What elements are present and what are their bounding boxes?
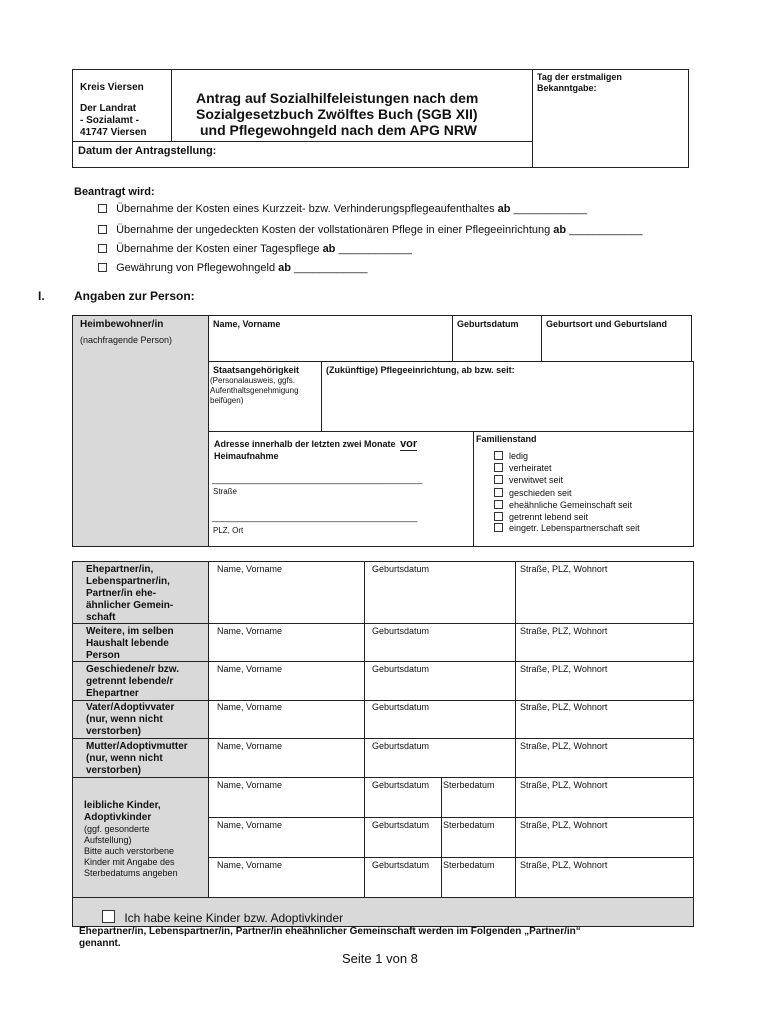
partner-name-field[interactable]: Name, Vorname [217, 564, 283, 574]
relative-label-household [86, 626, 174, 662]
requested-label: Beantragt wird: [74, 186, 155, 198]
row-line [208, 817, 694, 818]
child-1-name-field[interactable]: Name, Vorname [217, 780, 283, 790]
nationality-note-1: (Personalausweis, ggfs. [210, 376, 295, 385]
department-line-1: Der Landrat [80, 103, 137, 114]
request-option-4[interactable] [98, 262, 367, 274]
first-notice-label-2: Bekanntgabe: [537, 83, 597, 93]
section-title: Angaben zur Person: [74, 289, 195, 303]
household-address-field[interactable]: Straße, PLZ, Wohnort [520, 626, 608, 636]
partner-birthdate-field[interactable]: Geburtsdatum [372, 564, 430, 574]
label-line: Weitere, im selben [86, 626, 174, 637]
marital-option-label: verwitwet seit [509, 475, 564, 485]
label-line: ähnlicher Gemein- [86, 600, 174, 611]
label-line: Lebenspartner/in, [86, 576, 170, 587]
ex-partner-name-field[interactable]: Name, Vorname [217, 664, 283, 674]
nationality-note-3: beifügen) [210, 396, 244, 405]
children-note-line: Bitte auch verstorbene [84, 846, 175, 856]
label-line: Person [86, 650, 120, 661]
household-birthdate-field[interactable]: Geburtsdatum [372, 626, 430, 636]
request-option-ab: ab [322, 243, 336, 255]
previous-address-label-1 [214, 438, 417, 451]
label-line: verstorben) [86, 765, 142, 776]
label-line: (nur, wenn nicht [86, 753, 163, 764]
marital-option-1[interactable] [494, 451, 528, 461]
children-note-line: Aufstellung) [84, 835, 132, 845]
checkbox[interactable] [98, 244, 107, 253]
marital-option-6[interactable] [494, 512, 588, 522]
mother-address-field[interactable]: Straße, PLZ, Wohnort [520, 741, 608, 751]
partner-note-line-1: Ehepartner/in, Lebenspartner/in, Partner/in eheähnlicher Gemeinschaft werden im Folgenden „Partner/in“ [79, 926, 581, 937]
label-line: Geschiedene/r bzw. [86, 664, 179, 675]
checkbox[interactable] [98, 204, 107, 213]
checkbox[interactable] [494, 523, 503, 532]
children-note-line: (ggf. gesonderte [84, 824, 150, 834]
request-option-ab: ab [553, 224, 567, 236]
department-line-3: 41747 Viersen [80, 127, 147, 138]
checkbox[interactable] [494, 500, 503, 509]
form-title-line-2: Sozialgesetzbuch Zwölftes Buch (SGB XII) [196, 106, 478, 122]
section-number: I. [38, 289, 45, 303]
relative-label-ex-partner [86, 664, 179, 700]
marital-status-label: Familienstand [476, 434, 537, 444]
request-option-blank: ____________ [513, 203, 587, 215]
marital-option-2[interactable] [494, 463, 552, 473]
resident-name-label: Name, Vorname [213, 319, 281, 329]
marital-option-label: verheiratet [509, 463, 552, 473]
label-line: Haushalt lebende [86, 638, 169, 649]
children-note-line: Kinder mit Angabe des [84, 857, 175, 867]
no-children-label: Ich habe keine Kinder bzw. Adoptivkinder [124, 911, 344, 925]
resident-birthdate-label: Geburtsdatum [457, 319, 519, 329]
request-option-3[interactable] [98, 243, 412, 255]
label-line: Adoptivkinder [84, 812, 152, 823]
child-2-birthdate-field[interactable]: Geburtsdatum [372, 820, 430, 830]
relatives-table [208, 561, 694, 898]
request-option-text: Übernahme der Kosten einer Tagespflege [116, 243, 320, 255]
first-notice-label-1: Tag der erstmaligen [537, 72, 622, 82]
partner-note-line-2: genannt. [79, 938, 121, 949]
child-1-birthdate-field[interactable]: Geburtsdatum [372, 780, 430, 790]
checkbox[interactable] [494, 488, 503, 497]
row-line [208, 857, 694, 858]
household-name-field[interactable]: Name, Vorname [217, 626, 283, 636]
request-option-ab: ab [278, 262, 291, 274]
header-divider-right [532, 69, 533, 168]
relative-label-father [86, 702, 174, 738]
child-3-birthdate-field[interactable]: Geburtsdatum [372, 860, 430, 870]
relative-label-mother [86, 741, 188, 777]
ex-partner-address-field[interactable]: Straße, PLZ, Wohnort [520, 664, 608, 674]
row-line [72, 777, 694, 778]
marital-option-label: getrennt lebend seit [509, 512, 589, 522]
child-1-deathdate-field[interactable]: Sterbedatum [443, 780, 495, 790]
col-line-death [441, 777, 442, 898]
child-3-deathdate-field[interactable]: Sterbedatum [443, 860, 495, 870]
nationality-label: Staatsangehörigkeit [213, 365, 300, 375]
resident-label-cell [72, 315, 209, 547]
request-option-text: Gewährung von Pflegewohngeld [116, 262, 276, 274]
marital-option-7[interactable] [494, 523, 640, 533]
resident-birthplace-label: Geburtsort und Geburtsland [546, 319, 668, 329]
label-line: Partner/in ehe- [86, 588, 157, 599]
label-line: (nur, wenn nicht [86, 714, 163, 725]
label-line: Mutter/Adoptivmutter [86, 741, 188, 752]
row-line [72, 738, 694, 739]
label-line: getrennt lebende/r [86, 676, 174, 687]
relative-label-partner [86, 564, 173, 624]
label-line: Vater/Adoptivvater [86, 702, 175, 713]
marital-option-4[interactable] [494, 488, 572, 498]
partner-address-field[interactable]: Straße, PLZ, Wohnort [520, 564, 608, 574]
child-2-name-field[interactable]: Name, Vorname [217, 820, 283, 830]
header-divider-bottom [72, 141, 533, 142]
col-line-birth [364, 561, 365, 898]
request-option-ab: ab [497, 203, 511, 215]
marital-option-label: eheähnliche Gemeinschaft seit [509, 500, 633, 510]
no-children-option[interactable] [102, 910, 343, 925]
street-blank: __________________________________________ [212, 474, 423, 484]
label-line: Ehepartner [86, 688, 139, 699]
child-3-name-field[interactable]: Name, Vorname [217, 860, 283, 870]
checkbox[interactable] [494, 475, 503, 484]
street-label: Straße [213, 487, 238, 496]
child-2-deathdate-field[interactable]: Sterbedatum [443, 820, 495, 830]
authority-name: Kreis Viersen [80, 82, 144, 93]
previous-address-vor: vor [400, 438, 418, 450]
mother-name-field[interactable]: Name, Vorname [217, 741, 283, 751]
request-option-blank: ____________ [294, 262, 368, 274]
checkbox[interactable] [98, 263, 107, 272]
request-option-blank: ____________ [569, 224, 643, 236]
checkbox[interactable] [494, 512, 503, 521]
relative-label-children [84, 800, 178, 879]
label-line: Ehepartner/in, [86, 564, 154, 575]
city-label: PLZ, Ort [213, 526, 244, 535]
marital-option-label: geschieden seit [509, 488, 572, 498]
request-option-1[interactable] [98, 203, 587, 215]
label-line: schaft [86, 612, 116, 623]
department-line-2: - Sozialamt - [80, 115, 139, 126]
child-1-address-field[interactable]: Straße, PLZ, Wohnort [520, 780, 608, 790]
checkbox[interactable] [494, 463, 503, 472]
father-name-field[interactable]: Name, Vorname [217, 702, 283, 712]
row-line [72, 700, 694, 701]
label-line: leibliche Kinder, [84, 800, 161, 811]
request-option-text: Übernahme der ungedeckten Kosten der vollstationären Pflege in einer Pflegeeinrichtung [116, 224, 551, 236]
father-birthdate-field[interactable]: Geburtsdatum [372, 702, 430, 712]
page-number: Seite 1 von 8 [342, 951, 418, 966]
previous-address-label-2: Heimaufnahme [214, 451, 279, 461]
city-blank: _________________________________________ [212, 512, 418, 522]
form-title-line-3: und Pflegewohngeld nach dem APG NRW [200, 122, 477, 138]
marital-option-3[interactable] [494, 475, 563, 485]
header-divider-left [171, 69, 172, 141]
nationality-note-2: Aufenthaltsgenehmigung [210, 386, 299, 395]
checkbox[interactable] [98, 225, 107, 234]
label-line: verstorben) [86, 726, 142, 737]
request-option-blank: ____________ [338, 243, 412, 255]
marital-option-label: ledig [509, 451, 529, 461]
facility-label: (Zukünftige) Pflegeeinrichtung, ab bzw. seit: [326, 365, 515, 375]
col-line-address [515, 561, 516, 898]
father-address-field[interactable]: Straße, PLZ, Wohnort [520, 702, 608, 712]
checkbox[interactable] [494, 451, 503, 460]
request-option-text: Übernahme der Kosten eines Kurzzeit- bzw. Verhinderungspflegeaufenthaltes [116, 203, 495, 215]
marital-option-label: eingetr. Lebenspartnerschaft seit [509, 523, 640, 533]
resident-sub-label: (nachfragende Person) [80, 335, 173, 345]
marital-option-5[interactable] [494, 500, 632, 510]
form-title-line-1: Antrag auf Sozialhilfeleistungen nach dem [196, 90, 479, 106]
checkbox[interactable] [102, 910, 115, 923]
child-2-address-field[interactable]: Straße, PLZ, Wohnort [520, 820, 608, 830]
request-option-2[interactable] [98, 224, 643, 236]
child-3-address-field[interactable]: Straße, PLZ, Wohnort [520, 860, 608, 870]
ex-partner-birthdate-field[interactable]: Geburtsdatum [372, 664, 430, 674]
children-note-line: Sterbedatums angeben [84, 868, 178, 878]
resident-label: Heimbewohner/in [80, 319, 164, 330]
mother-birthdate-field[interactable]: Geburtsdatum [372, 741, 430, 751]
application-date-label: Datum der Antragstellung: [78, 145, 217, 157]
previous-address-text: Adresse innerhalb der letzten zwei Monate [214, 439, 396, 449]
